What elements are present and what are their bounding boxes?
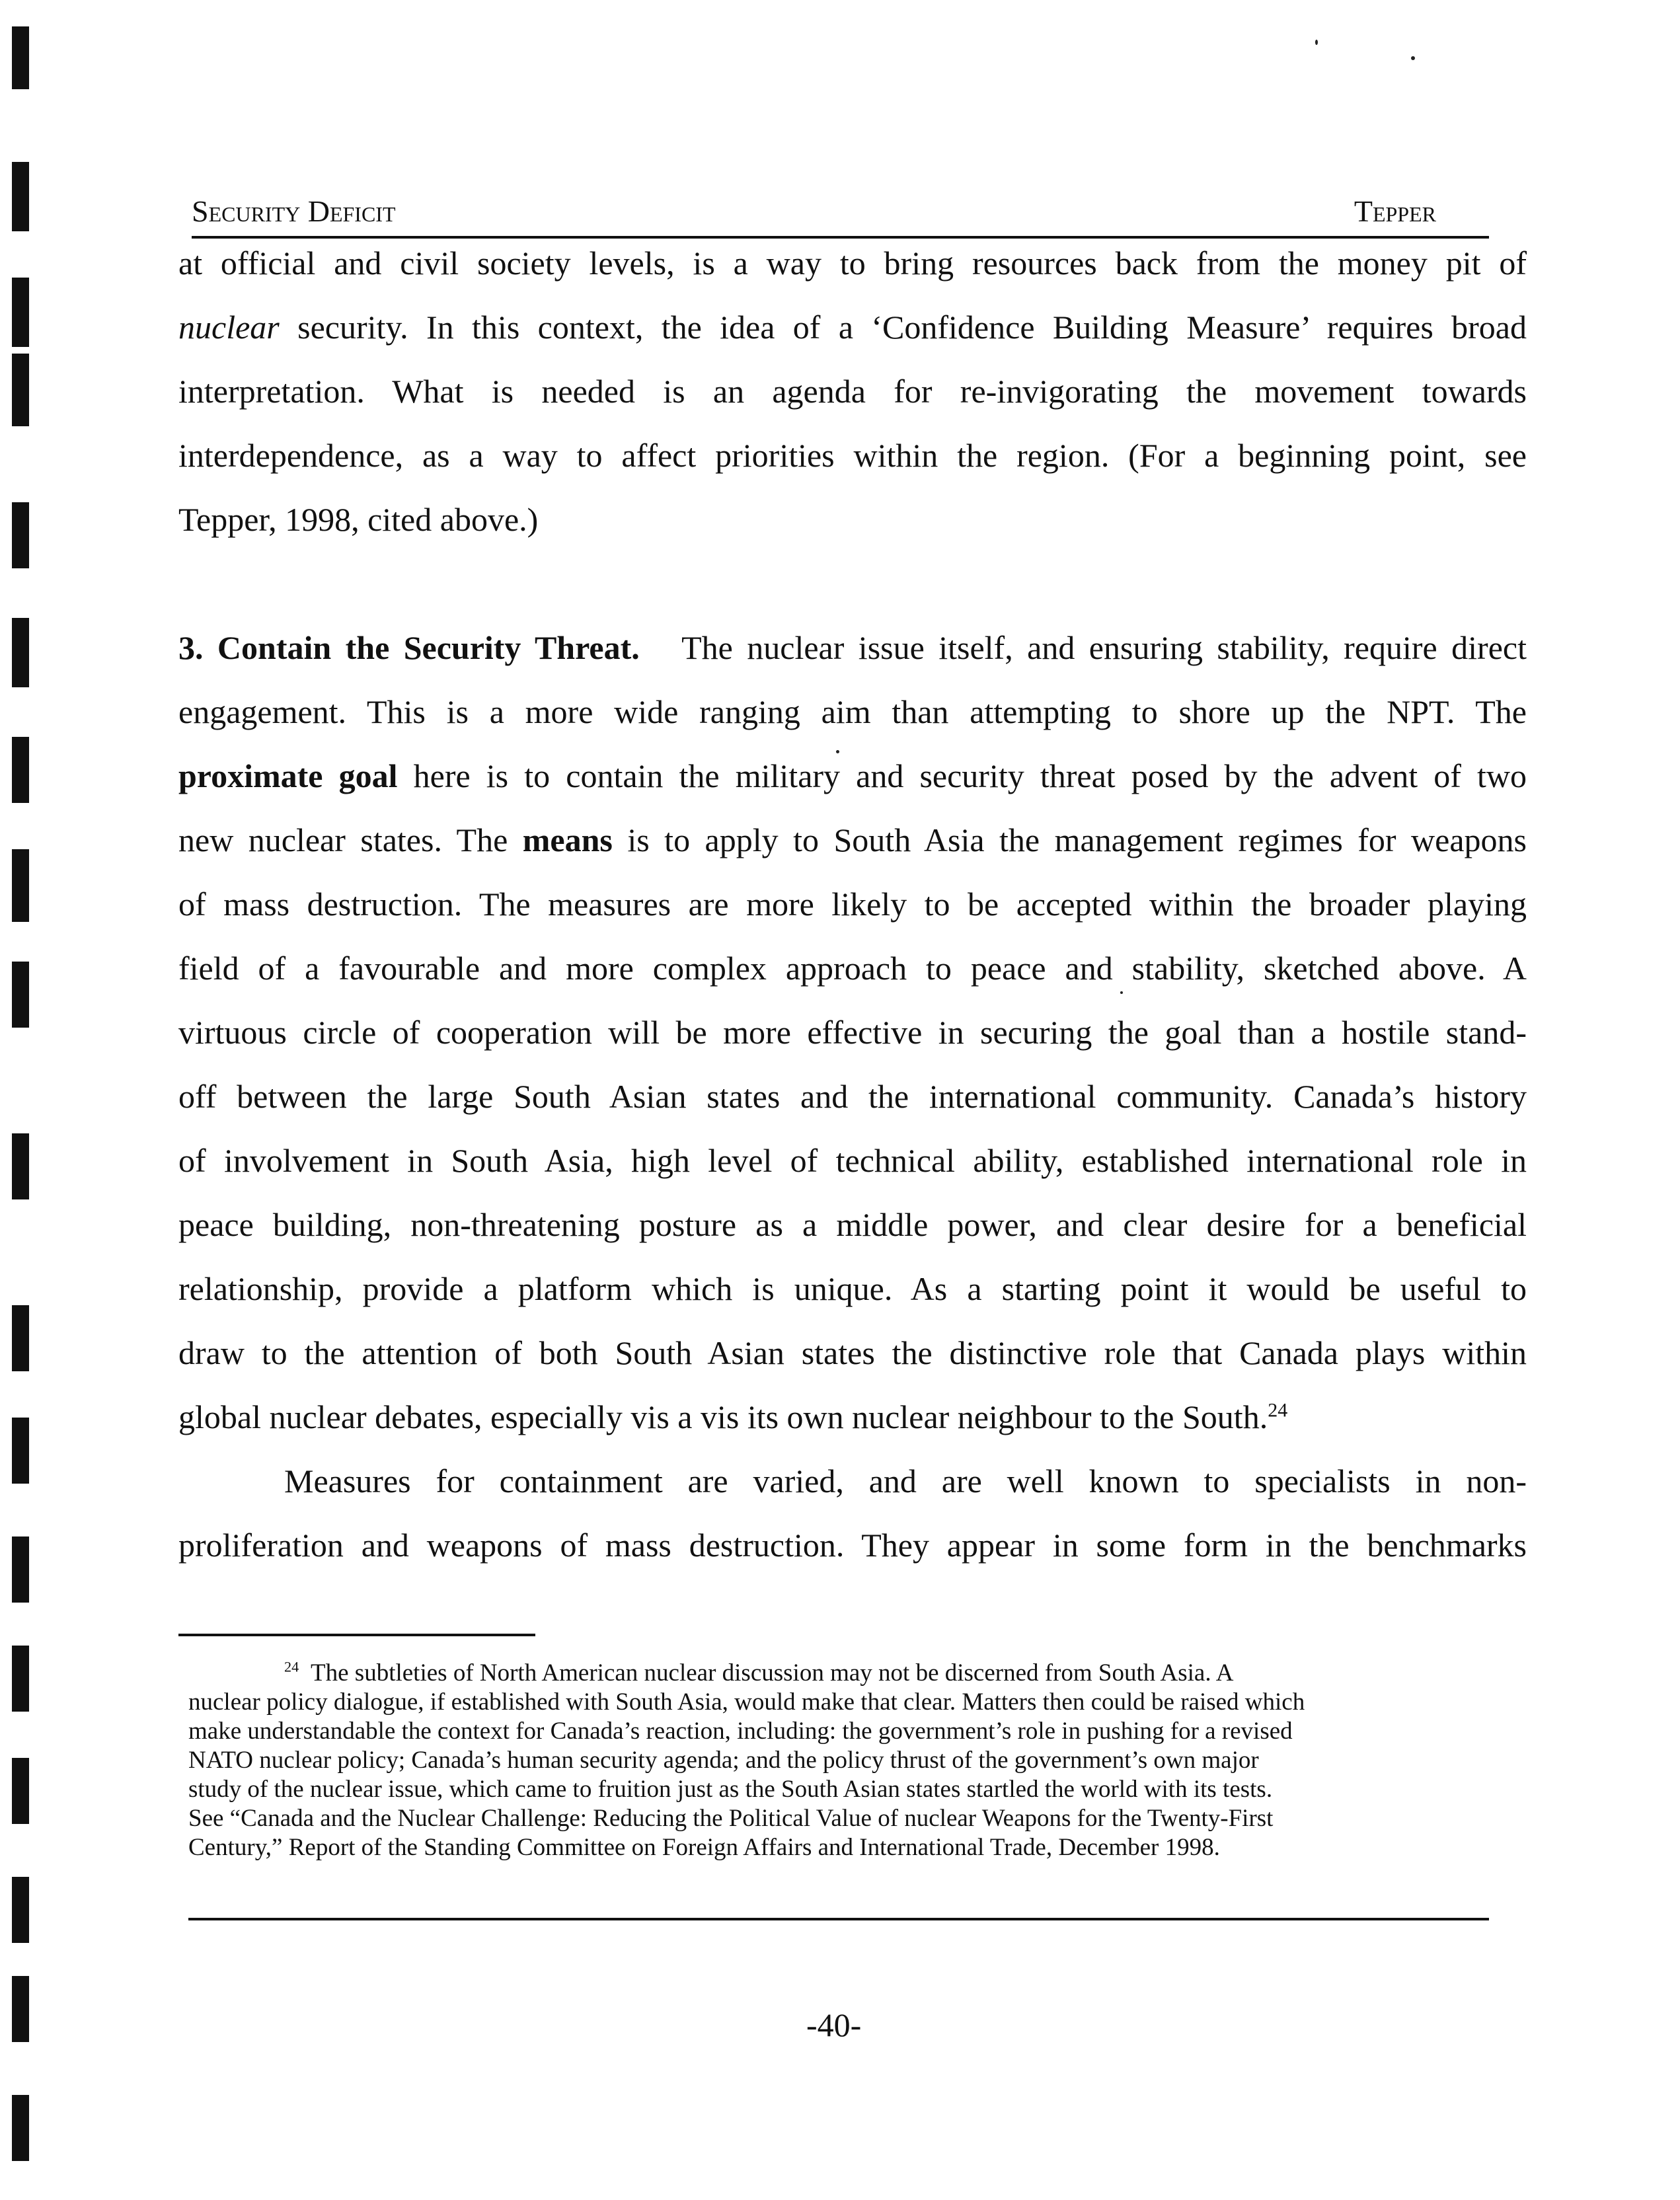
text-line: at official and civil society levels, is a way to bring resources back from the money pit of [178,245,1527,282]
footnote-line: study of the nuclear issue, which came to fruition just as the South Asian states startled the world with its tests. [188,1776,1273,1803]
footnote [188,1659,1441,1862]
binding-mark [12,962,29,1028]
binding-mark [12,2095,29,2161]
binding-mark [12,1133,29,1199]
binding-mark [12,1646,29,1712]
binding-mark [12,162,29,231]
binding-mark [12,618,29,687]
binding-mark [12,1418,29,1484]
binding-mark [12,1877,29,1943]
binding-mark [12,1305,29,1371]
running-head-author: Tepper [1354,194,1436,228]
binding-mark [12,26,29,89]
footnote-number: 24 [284,1658,299,1675]
text-line: of involvement in South Asia, high level of technical ability, established international role in [178,1142,1527,1179]
text-line: peace building, non-threatening posture as a middle power, and clear desire for a beneficial [178,1206,1527,1243]
footnote-line: make understandable the context for Canada’s reaction, including: the government’s role in pushing for a revised [188,1718,1293,1745]
text-line: new nuclear states. The means is to apply to South Asia the management regimes for weapons [178,821,1527,858]
body-text [178,231,1527,1577]
footnote-reference: 24 [1268,1399,1288,1422]
text-line: relationship, provide a platform which is unique. As a starting point it would be useful to [178,1270,1527,1307]
binding-mark [12,849,29,922]
text-line: field of a favourable and more complex approach to peace and stability, sketched above. A [178,950,1527,987]
footnote-line: $^{24}$ The subtleties of North American nuclear discussion may not be discerned from South Asia. A [284,1658,1234,1687]
binding-mark [12,1758,29,1824]
bold-term: proximate goal [178,757,398,794]
footnote-line: Century,” Report of the Standing Committee on Foreign Affairs and International Trade, December 1998. [188,1834,1220,1861]
text-line: proliferation and weapons of mass destruction. They appear in some form in the benchmarks [178,1527,1527,1564]
text-line: of mass destruction. The measures are more likely to be accepted within the broader playing [178,886,1527,923]
section-heading-line: 3. Contain the Security Threat. The nuclear issue itself, and ensuring stability, require direct [178,629,1527,666]
footnote-line: See “Canada and the Nuclear Challenge: Reducing the Political Value of nuclear Weapons for the Twenty-First [188,1805,1274,1832]
text-line: interdependence, as a way to affect priorities within the region. (For a beginning point, see [178,437,1527,474]
section-heading: 3. Contain the Security Threat. [178,629,640,666]
text-line: engagement. This is a more wide ranging aim than attempting to shore up the NPT. The [178,693,1527,730]
scan-speck [1411,56,1415,60]
paragraph-gap [178,552,1527,616]
text-line: draw to the attention of both South Asian states the distinctive role that Canada plays within [178,1334,1527,1371]
binding-mark [12,354,29,426]
footnote-separator [178,1634,535,1636]
page-number: -40- [806,2006,862,2043]
bold-term: means [522,821,613,858]
binding-mark [12,1976,29,2042]
footnote-line: nuclear policy dialogue, if established with South Asia, would make that clear. Matters then could be raised which [188,1688,1305,1716]
text-line: off between the large South Asian states and the international community. Canada’s history [178,1078,1527,1115]
text-line: proximate goal here is to contain the military and security threat posed by the advent of two [178,757,1527,794]
binding-mark [12,278,29,347]
bottom-rule [188,1918,1489,1920]
text-line: nuclear security. In this context, the idea of a ‘Confidence Building Measure’ requires broad [178,309,1527,346]
text-line: Measures for containment are varied, and are well known to specialists in non- [284,1462,1527,1499]
running-head-title: Security Deficit [192,194,396,228]
binding-mark [12,737,29,803]
text-line: Tepper, 1998, cited above.) [178,501,539,538]
binding-mark [12,1536,29,1603]
text-line: virtuous circle of cooperation will be more effective in securing the goal than a hostile stand- [178,1014,1527,1051]
footnote-line: NATO nuclear policy; Canada’s human security agenda; and the policy thrust of the government’s own major [188,1747,1259,1774]
scan-speck [1315,40,1318,45]
text-line: global nuclear debates, especially vis a vis its own nuclear neighbour to the South.$^{24}$ [178,1398,1288,1435]
italic-term: nuclear [178,309,280,346]
text-line: interpretation. What is needed is an agenda for re-invigorating the movement towards [178,373,1527,410]
binding-mark [12,502,29,568]
